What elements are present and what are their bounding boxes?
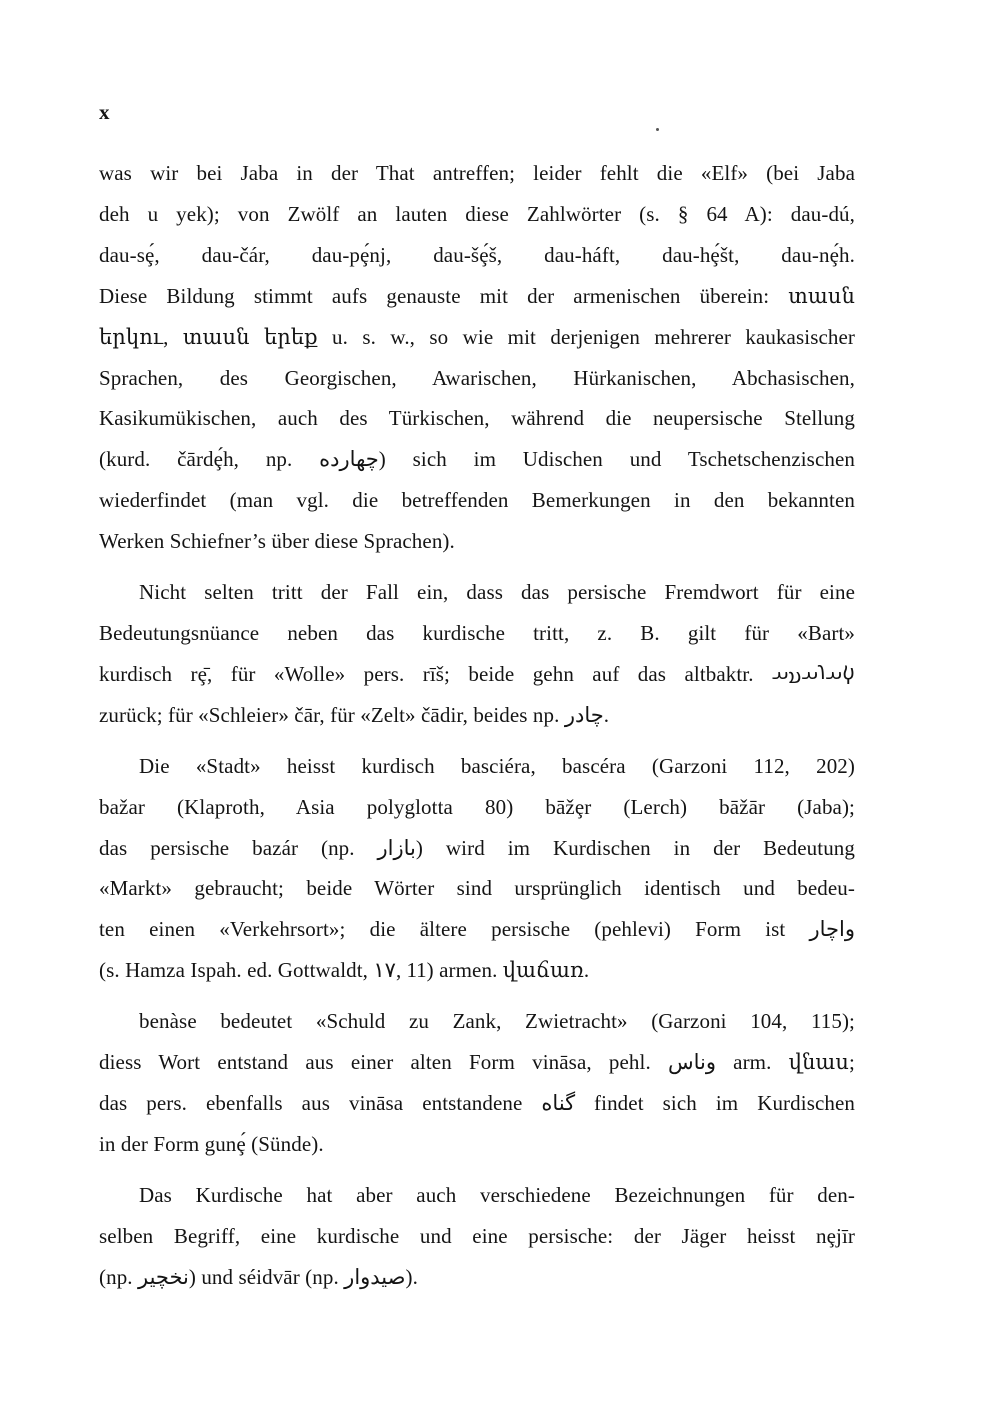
page-number: x <box>99 100 110 124</box>
text-line: (kurd. čārdȩ́h, np. چهارده) sich im Udischen und Tschetschenzischen <box>99 447 855 472</box>
text-line: Die «Stadt» heisst kurdisch basciéra, bascéra (Garzoni 112, 202) <box>139 753 855 778</box>
print-speck <box>656 128 659 131</box>
text-line: Nicht selten tritt der Fall ein, dass das persische Fremdwort für eine <box>139 580 855 605</box>
text-line: «Markt» gebraucht; beide Wörter sind ursprünglich identisch und bedeu- <box>99 876 855 901</box>
text-line: diess Wort entstand aus einer alten Form vināsa, pehl. وناس arm. վնաս; <box>99 1050 855 1075</box>
text-line: selben Begriff, eine kurdische und eine persische: der Jäger heisst nȩjīr <box>99 1223 855 1248</box>
text-line: das persische bazár (np. بازار) wird im Kurdischen in der Bedeutung <box>99 835 855 860</box>
paragraph-stadt <box>99 746 855 991</box>
paragraph-loanwords <box>99 572 855 736</box>
text-line: dau-sȩ́, dau-čár, dau-pȩ́nj, dau-šȩ́š, dau-háft, dau-hȩ́št, dau-nȩ́h. <box>99 242 855 267</box>
text-line: Diese Bildung stimmt aufs genauste mit der armenischen überein: տասն <box>99 283 855 308</box>
text-line: (s. Hamza Ispah. ed. Gottwaldt, ١٧, 11) armen. վաճառ. <box>99 958 590 983</box>
body-text <box>99 153 855 1297</box>
paragraph-jaeger <box>99 1175 855 1298</box>
text-line: երկու, տասն երեք u. s. w., so wie mit derjenigen mehrerer kaukasischer <box>99 324 855 349</box>
text-line: Bedeutungsnüance neben das kurdische tritt, z. B. gilt für «Bart» <box>99 620 855 645</box>
text-line: (np. نخچیر) und séidvār (np. صیدوار). <box>99 1264 418 1289</box>
text-line: Werken Schiefner’s über diese Sprachen). <box>99 529 455 554</box>
text-line: Sprachen, des Georgischen, Awarischen, Hürkanischen, Abchasischen, <box>99 365 855 390</box>
text-line: das pers. ebenfalls aus vināsa entstandene گناه findet sich im Kurdischen <box>99 1090 856 1115</box>
text-line: deh u yek); von Zwölf an lauten diese Zahlwörter (s. § 64 A): dau-dú, <box>99 201 855 226</box>
text-line: Das Kurdische hat aber auch verschiedene Bezeichnungen für den- <box>139 1182 855 1207</box>
paragraph-numerals <box>99 153 855 562</box>
text-line: bažar (Klaproth, Asia polyglotta 80) bāžȩr (Lerch) bāžār (Jaba); <box>99 794 855 819</box>
text-line: kurdisch rȩ̄, für «Wolle» pers. rīš; beide gehn auf das altbaktr. 𐬬𐬀𐬭𐬀𐬯𐬀 <box>99 661 855 686</box>
text-line: ten einen «Verkehrsort»; die ältere persische (pehlevi) Form ist واچار <box>99 917 855 942</box>
text-line: zurück; für «Schleier» čār, für «Zelt» čādir, beides np. چادر. <box>99 702 609 727</box>
text-line: was wir bei Jaba in der That antreffen; leider fehlt die «Elf» (bei Jaba <box>99 161 855 185</box>
text-line: Kasikumükischen, auch des Türkischen, während die neupersische Stellung <box>99 406 855 431</box>
text-line: in der Form gunȩ́ (Sünde). <box>99 1131 324 1156</box>
text-line: wiederfindet (man vgl. die betreffenden Bemerkungen in den bekannten <box>99 488 855 513</box>
paragraph-benase <box>99 1001 855 1165</box>
text-line: benàse bedeutet «Schuld zu Zank, Zwietracht» (Garzoni 104, 115); <box>139 1009 855 1034</box>
